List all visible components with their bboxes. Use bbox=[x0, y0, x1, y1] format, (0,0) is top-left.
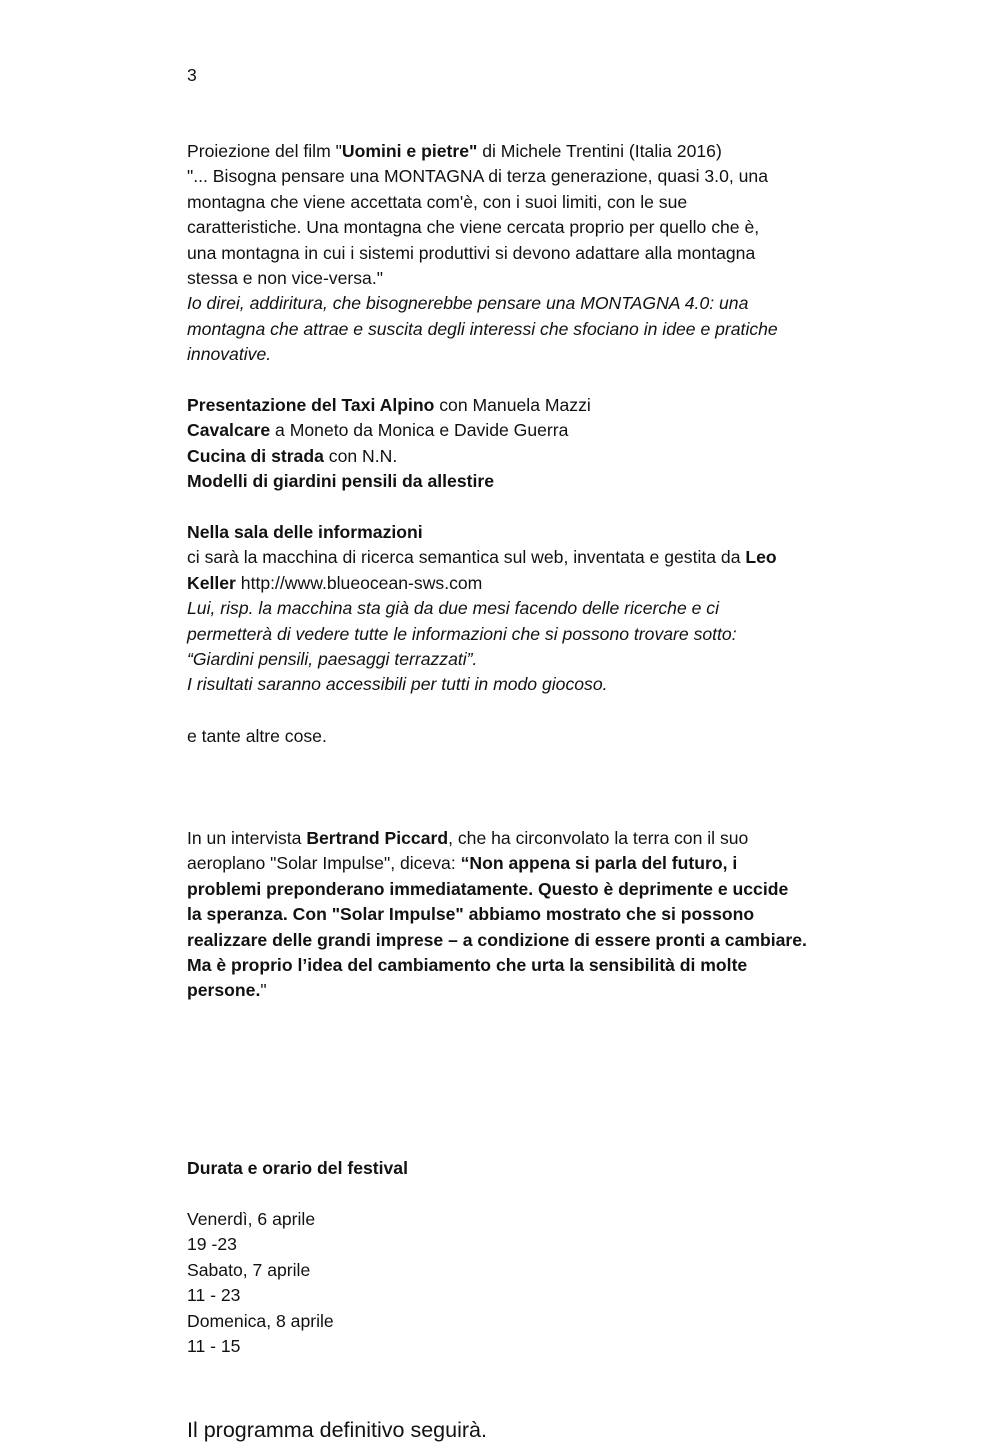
more-text: e tante altre cose. bbox=[187, 726, 327, 746]
person-name: Keller bbox=[187, 572, 236, 593]
info-room-italic-line: I risultati saranno accessibili per tutti in modo giocoso. bbox=[187, 674, 608, 695]
schedule-line: 19 -23 bbox=[187, 1234, 237, 1255]
closing-note: Il programma definitivo seguirà. bbox=[187, 1418, 487, 1442]
schedule-line: Domenica, 8 aprile bbox=[187, 1310, 334, 1331]
schedule-line: Venerdì, 6 aprile bbox=[187, 1209, 316, 1229]
activity-detail: a Moneto da Monica e Davide Guerra bbox=[270, 420, 569, 441]
info-room-heading: Nella sala delle informazioni bbox=[187, 522, 423, 542]
schedule-list bbox=[187, 1207, 334, 1359]
activity-item bbox=[187, 444, 591, 469]
closing-quote-mark: " bbox=[260, 980, 267, 1001]
page-number: 3 bbox=[187, 65, 197, 85]
activity-name: Presentazione del Taxi Alpino bbox=[187, 395, 435, 415]
schedule-heading: Durata e orario del festival bbox=[187, 1158, 408, 1178]
interview-text: , che ha circonvolato la terra con il suo bbox=[448, 828, 749, 848]
film-title: Uomini e pietre" bbox=[341, 141, 478, 161]
info-room-italic-line: Lui, risp. la macchina sta già da due mesi facendo delle ricerche e ci bbox=[187, 598, 720, 619]
activities-list bbox=[187, 393, 591, 495]
activity-name: Cavalcare bbox=[187, 420, 271, 441]
interview-text: In un intervista bbox=[187, 828, 307, 848]
film-comment-line: Io direi, addiritura, che bisognerebbe pensare una MONTAGNA 4.0: una bbox=[187, 293, 749, 314]
film-intro-prefix: Proiezione del film " bbox=[187, 141, 342, 161]
interview-text: aeroplano "Solar Impulse", diceva: bbox=[187, 853, 461, 874]
film-quote-line: una montagna in cui i sistemi produttivi si devono adattare alla montagna bbox=[187, 242, 756, 263]
activity-item bbox=[187, 393, 591, 418]
film-quote-line: "... Bisogna pensare una MONTAGNA di terza generazione, quasi 3.0, una bbox=[187, 166, 768, 187]
activity-item bbox=[187, 418, 591, 443]
schedule-line: 11 - 23 bbox=[187, 1285, 241, 1306]
film-comment-line: montagna che attrae e suscita degli interessi che sfociano in idee e pratiche bbox=[187, 318, 778, 339]
person-name: Leo bbox=[745, 547, 777, 568]
film-quote-line: caratteristiche. Una montagna che viene cercata proprio per quello che è, bbox=[187, 217, 760, 238]
film-quote-line: stessa e non vice-versa." bbox=[187, 268, 383, 289]
interview-section bbox=[187, 826, 807, 1004]
film-comment-line: innovative. bbox=[187, 344, 272, 365]
activity-name: Modelli di giardini pensili da allestire bbox=[187, 471, 494, 492]
film-section bbox=[187, 139, 778, 368]
quote-line bbox=[187, 978, 807, 1003]
website-url: http://www.blueocean-sws.com bbox=[235, 572, 483, 593]
activity-item bbox=[187, 469, 591, 494]
quote-line: la speranza. Con "Solar Impulse" abbiamo mostrato che si possono bbox=[187, 904, 755, 925]
film-intro-suffix: di Michele Trentini (Italia 2016) bbox=[477, 141, 722, 161]
info-room-section bbox=[187, 520, 777, 698]
activity-detail: con N.N. bbox=[323, 445, 398, 466]
info-room-line bbox=[187, 545, 777, 570]
schedule-line: Sabato, 7 aprile bbox=[187, 1259, 311, 1280]
info-room-line bbox=[187, 571, 777, 596]
quote-text: “Non appena si parla del futuro, i bbox=[460, 853, 738, 874]
interview-line bbox=[187, 826, 807, 851]
quote-line: Ma è proprio l’idea del cambiamento che urta la sensibilità di molte bbox=[187, 955, 748, 976]
info-room-text: ci sarà la macchina di ricerca semantica sul web, inventata e gestita da bbox=[187, 547, 746, 568]
schedule-line: 11 - 15 bbox=[187, 1336, 241, 1357]
info-room-italic-line: “Giardini pensili, paesaggi terrazzati”. bbox=[187, 649, 478, 670]
interview-line bbox=[187, 851, 807, 876]
film-quote-line: montagna che viene accettata com'è, con i suoi limiti, con le sue bbox=[187, 191, 688, 212]
person-name: Bertrand Piccard bbox=[306, 828, 449, 848]
activity-detail: con Manuela Mazzi bbox=[434, 395, 591, 415]
quote-line: problemi preponderano immediatamente. Questo è deprimente e uccide bbox=[187, 878, 789, 899]
activity-name: Cucina di strada bbox=[187, 445, 324, 466]
quote-text: persone. bbox=[187, 980, 261, 1001]
film-intro-line bbox=[187, 139, 778, 164]
info-room-italic-line: permetterà di vedere tutte le informazioni che si possono trovare sotto: bbox=[187, 623, 737, 644]
quote-line: realizzare delle grandi imprese – a condizione di essere pronti a cambiare. bbox=[187, 929, 807, 950]
